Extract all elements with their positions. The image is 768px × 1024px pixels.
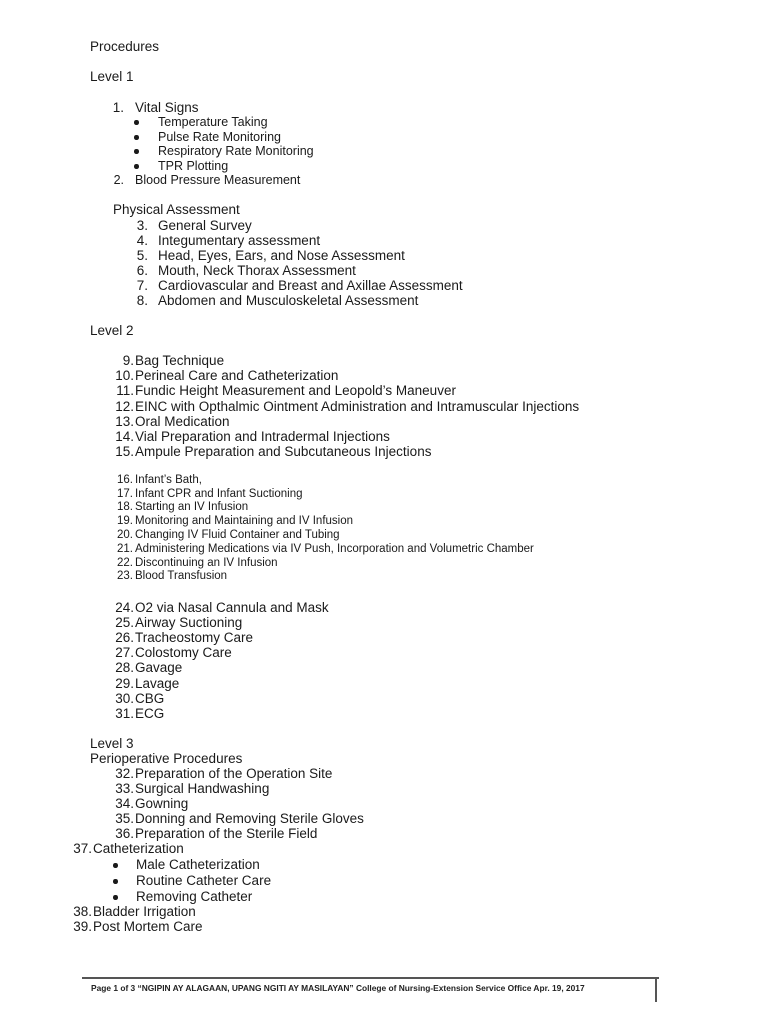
- list-item-number: 19.: [117, 515, 133, 527]
- sub-list-item: Routine Catheter Care: [136, 873, 272, 888]
- footer-text: Page 1 of 3 “NGIPIN AY ALAGAAN, UPANG NGITI AY MASILAYAN” College of Nursing-Extension Service Office Apr. 19, 2017: [91, 983, 585, 993]
- list-item-label: Discontinuing an IV Infusion: [135, 557, 278, 569]
- list-item-label: Abdomen and Musculoskeletal Assessment: [158, 293, 419, 308]
- list-item-number: 17.: [117, 488, 133, 500]
- sub-list-item: Male Catheterization: [136, 857, 260, 872]
- list-item-number: 26.: [115, 630, 134, 645]
- list-item-label: Preparation of the Sterile Field: [135, 826, 318, 841]
- list-item-number: 34.: [115, 796, 134, 811]
- section-heading-level3: Level 3: [90, 736, 134, 751]
- list-item-label: Infant CPR and Infant Suctioning: [135, 488, 303, 500]
- list-item-label: O2 via Nasal Cannula and Mask: [135, 600, 329, 615]
- list-item-label: Oral Medication: [135, 414, 230, 429]
- list-item-number: 27.: [115, 645, 134, 660]
- sub-list-item: Pulse Rate Monitoring: [158, 130, 281, 144]
- list-item-number: 15.: [115, 444, 134, 459]
- list-item-number: 3.: [136, 218, 148, 233]
- list-item-number: 14.: [115, 429, 134, 444]
- bullet-icon: [113, 895, 118, 900]
- list-item-label: Blood Transfusion: [135, 570, 228, 582]
- list-item-label: Gowning: [135, 796, 189, 811]
- section-subheading-physical: Physical Assessment: [113, 202, 240, 217]
- list-item-label: Bladder Irrigation: [93, 904, 196, 919]
- bullet-icon: [134, 149, 139, 154]
- list-item-label: Cardiovascular and Breast and Axillae Assessment: [158, 278, 463, 293]
- section-heading-level1: Level 1: [90, 69, 134, 84]
- bullet-icon: [134, 135, 139, 140]
- list-item-label: Catheterization: [93, 841, 184, 856]
- list-item-label: Vital Signs: [135, 100, 199, 115]
- list-item-label: Mouth, Neck Thorax Assessment: [158, 263, 356, 278]
- list-item-label: EINC with Opthalmic Ointment Administration and Intramuscular Injections: [135, 399, 580, 414]
- list-item-label: Airway Suctioning: [135, 615, 243, 630]
- list-item-number: 1.: [112, 100, 124, 115]
- list-item-number: 6.: [136, 263, 148, 278]
- list-item-number: 13.: [115, 414, 134, 429]
- list-item-label: CBG: [135, 691, 165, 706]
- list-item-number: 37.: [73, 841, 92, 856]
- list-item-label: ECG: [135, 706, 165, 721]
- section-subheading-periop: Perioperative Procedures: [90, 751, 243, 766]
- list-item-number: 20.: [117, 529, 133, 541]
- list-item-label: Post Mortem Care: [93, 919, 203, 934]
- list-item-label: Ampule Preparation and Subcutaneous Injections: [135, 444, 432, 459]
- list-item-label: Changing IV Fluid Container and Tubing: [135, 529, 340, 541]
- list-item-label: Monitoring and Maintaining and IV Infusion: [135, 515, 354, 527]
- list-item-number: 2.: [113, 173, 124, 187]
- list-item-number: 25.: [115, 615, 134, 630]
- list-item-number: 4.: [136, 233, 148, 248]
- bullet-icon: [134, 120, 139, 125]
- list-item-label: Gavage: [135, 660, 183, 675]
- list-item-number: 18.: [117, 501, 133, 513]
- list-item-number: 33.: [115, 781, 134, 796]
- list-item-number: 16.: [117, 474, 133, 486]
- list-item-number: 39.: [73, 919, 92, 934]
- list-item-label: Integumentary assessment: [158, 233, 321, 248]
- list-item-number: 36.: [115, 826, 134, 841]
- list-item-label: Fundic Height Measurement and Leopold’s Maneuver: [135, 383, 456, 398]
- list-item-number: 8.: [136, 293, 148, 308]
- list-item-number: 5.: [136, 248, 148, 263]
- list-item-label: Head, Eyes, Ears, and Nose Assessment: [158, 248, 405, 263]
- list-item-label: Surgical Handwashing: [135, 781, 270, 796]
- list-item-label: General Survey: [158, 218, 252, 233]
- list-item-number: 29.: [115, 676, 134, 691]
- list-item-number: 23.: [117, 570, 133, 582]
- footer-rule: [82, 977, 659, 979]
- list-item-label: Infant’s Bath,: [135, 474, 202, 486]
- list-item-number: 38.: [73, 904, 92, 919]
- sub-list-item: Respiratory Rate Monitoring: [158, 144, 314, 158]
- sub-list-item: Temperature Taking: [158, 115, 268, 129]
- list-item-number: 10.: [115, 368, 134, 383]
- list-item-label: Vial Preparation and Intradermal Injections: [135, 429, 390, 444]
- list-item-number: 9.: [122, 353, 134, 368]
- list-item-number: 11.: [116, 383, 134, 398]
- bullet-icon: [113, 863, 118, 868]
- list-item-number: 28.: [115, 660, 134, 675]
- list-item-label: Administering Medications via IV Push, Incorporation and Volumetric Chamber: [135, 543, 534, 555]
- list-item-number: 22.: [117, 557, 133, 569]
- list-item-label: Bag Technique: [135, 353, 225, 368]
- bullet-icon: [113, 879, 118, 884]
- list-item-label: Lavage: [135, 676, 180, 691]
- bullet-icon: [134, 164, 139, 169]
- list-item-number: 32.: [115, 766, 134, 781]
- sub-list-item: Removing Catheter: [136, 889, 253, 904]
- list-item-number: 21.: [117, 543, 133, 555]
- list-item-label: Donning and Removing Sterile Gloves: [135, 811, 364, 826]
- list-item-number: 35.: [115, 811, 134, 826]
- list-item-label: Perineal Care and Catheterization: [135, 368, 339, 383]
- list-item-number: 7.: [136, 278, 148, 293]
- list-item-label: Tracheostomy Care: [135, 630, 254, 645]
- list-item-label: Starting an IV Infusion: [135, 501, 249, 513]
- list-item-number: 24.: [115, 600, 134, 615]
- list-item-label: Colostomy Care: [135, 645, 232, 660]
- section-heading-level2: Level 2: [90, 323, 134, 338]
- list-item-label: Preparation of the Operation Site: [135, 766, 333, 781]
- list-item-label: Blood Pressure Measurement: [135, 173, 301, 187]
- list-item-number: 31.: [115, 706, 134, 721]
- page-title: Procedures: [90, 39, 160, 54]
- sub-list-item: TPR Plotting: [158, 159, 229, 173]
- list-item-number: 30.: [115, 691, 134, 706]
- list-item-number: 12.: [115, 399, 134, 414]
- footer-corner-mark: [655, 979, 657, 1002]
